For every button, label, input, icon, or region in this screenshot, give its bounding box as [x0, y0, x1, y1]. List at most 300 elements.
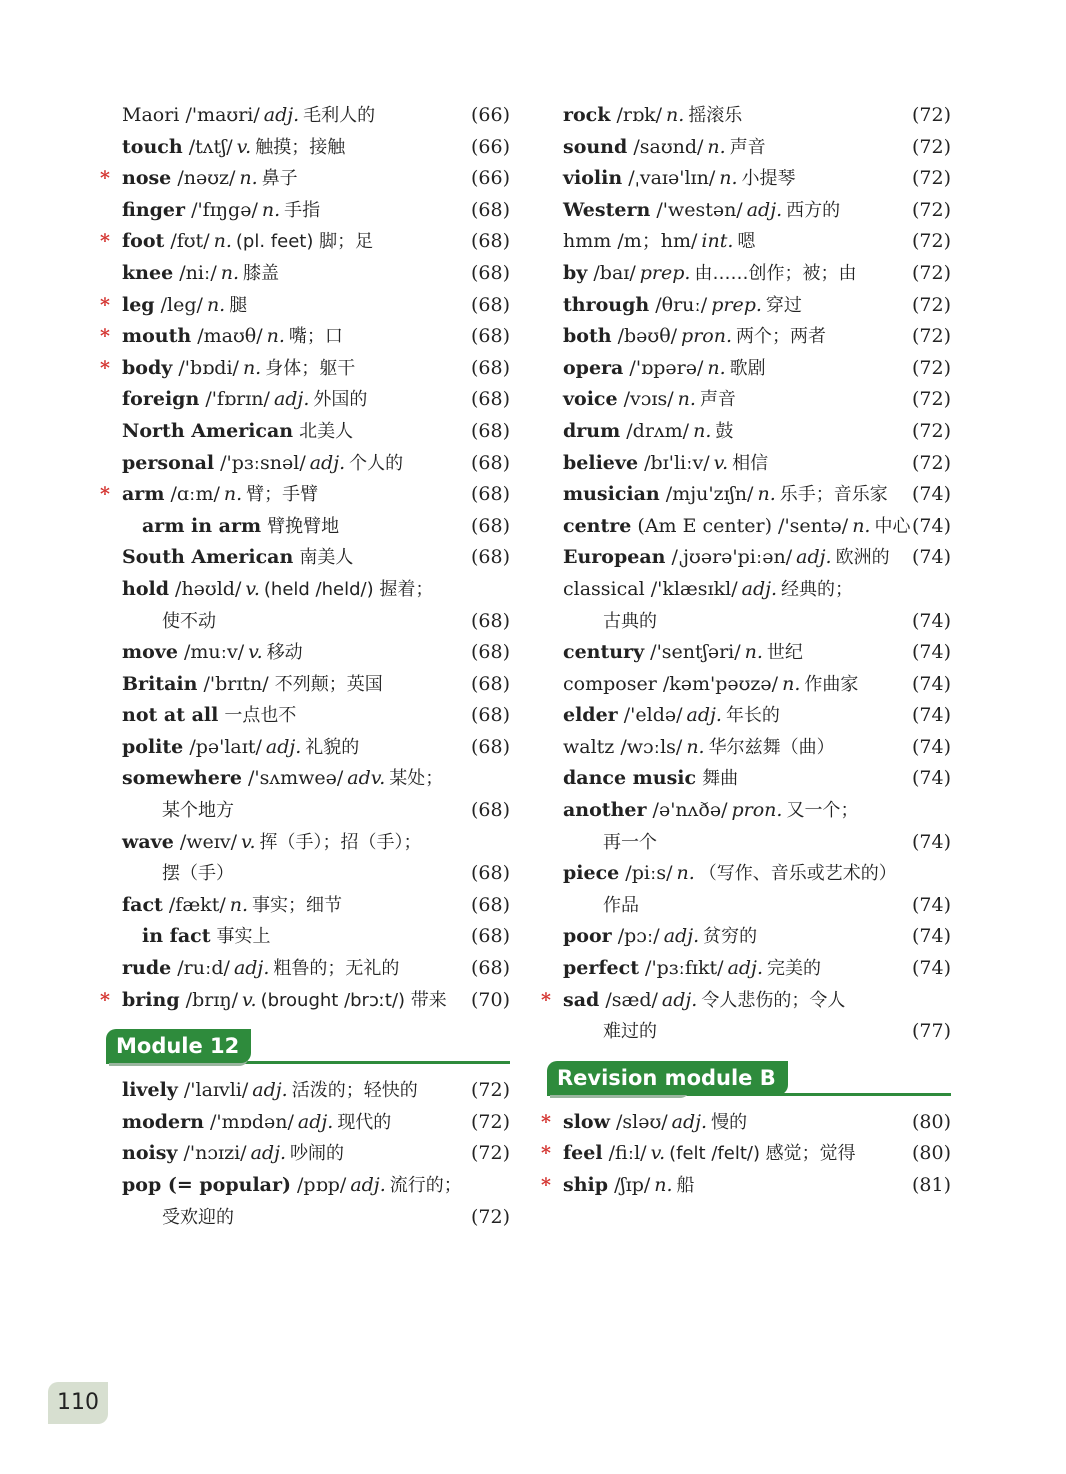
pronunciation: /'westən/ — [656, 198, 743, 221]
headword: leg — [122, 293, 155, 316]
part-of-speech: n. — [707, 356, 726, 379]
vocab-entry — [100, 1107, 510, 1139]
vocab-entry — [100, 827, 510, 859]
entry-text — [603, 606, 657, 638]
meaning: 臂挽臂地 — [267, 515, 340, 537]
vocab-entry — [100, 416, 510, 448]
entry-text — [563, 732, 835, 764]
headword: modern — [122, 1110, 204, 1133]
vocab-entry — [100, 542, 510, 574]
part-of-speech: int. — [701, 230, 734, 253]
pronunciation: /leg/ — [160, 293, 203, 316]
headword: poor — [563, 925, 612, 948]
part-of-speech: adj. — [727, 957, 763, 980]
entry-text — [142, 511, 339, 543]
entry-text — [122, 100, 375, 132]
entry-text — [563, 479, 888, 511]
vocab-entry — [100, 921, 510, 953]
part-of-speech: v. — [245, 577, 260, 600]
headword: classical — [563, 577, 645, 600]
page-ref: (74) — [911, 514, 951, 537]
headword: polite — [122, 735, 184, 758]
part-of-speech: n. — [223, 483, 243, 506]
part-of-speech: adj. — [273, 388, 310, 411]
page-ref: (72) — [911, 356, 951, 379]
vocab-entry — [541, 1170, 951, 1202]
vocab-entry — [541, 384, 951, 416]
entry-text — [122, 384, 367, 416]
meaning: (pl. feet) 脚；足 — [235, 231, 374, 253]
page-ref: (68) — [470, 419, 510, 442]
vocab-entry — [100, 795, 510, 827]
meaning: 事实；细节 — [252, 894, 343, 916]
vocab-entry — [100, 1170, 510, 1202]
entry-text — [122, 195, 320, 227]
vocab-entry — [100, 353, 510, 385]
meaning: 某处； — [389, 768, 444, 790]
vocab-entry — [541, 226, 951, 258]
part-of-speech: adj. — [671, 1110, 708, 1133]
page-ref: (68) — [470, 862, 510, 885]
page-ref: (68) — [470, 325, 510, 348]
entry-text — [563, 1170, 695, 1202]
headword: both — [563, 325, 612, 348]
headword: dance music — [563, 767, 697, 790]
headword: South American — [122, 546, 294, 569]
headword: another — [563, 799, 647, 822]
headword: feel — [563, 1142, 603, 1165]
vocab-entry — [541, 511, 951, 543]
page-ref: (81) — [911, 1174, 951, 1196]
pronunciation: /ˌjʊərə'piːən/ — [671, 546, 793, 569]
headword: through — [563, 293, 650, 316]
headword: finger — [122, 198, 186, 221]
page-ref: (74) — [911, 957, 951, 980]
vocab-entry — [541, 953, 951, 985]
headword: hold — [122, 577, 169, 600]
part-of-speech: v. — [248, 641, 263, 664]
part-of-speech: n. — [654, 1174, 673, 1196]
meaning: 外国的 — [313, 389, 368, 411]
entry-text — [563, 511, 910, 543]
entry-text — [563, 258, 856, 290]
pronunciation: /'eldə/ — [623, 704, 683, 727]
meaning: 歌剧 — [729, 357, 766, 379]
headword: arm in arm — [142, 514, 262, 537]
headword: fact — [122, 893, 163, 916]
meaning: 臂；手臂 — [246, 484, 319, 506]
part-of-speech: adj. — [661, 988, 698, 1011]
entry-text — [122, 132, 345, 164]
meaning: 小提琴 — [741, 168, 796, 190]
meaning: (felt /felt/) 感觉；觉得 — [669, 1143, 856, 1165]
pronunciation: /ʃɪp/ — [614, 1174, 651, 1196]
part-of-speech: n. — [744, 641, 763, 664]
vocab-entry — [100, 1138, 510, 1170]
pronunciation: /vɔɪs/ — [623, 388, 674, 411]
entry-text — [563, 163, 796, 195]
meaning: 流行的； — [389, 1175, 462, 1196]
page-ref: (74) — [911, 830, 951, 853]
part-of-speech: n. — [242, 356, 262, 379]
meaning: 年长的 — [725, 705, 780, 727]
pronunciation: /ˌvaɪə'lɪn/ — [628, 167, 716, 190]
meaning: 礼貌的 — [305, 736, 360, 758]
meaning: 个人的 — [349, 452, 404, 474]
vocab-entry — [100, 606, 510, 638]
page-ref: (70) — [470, 988, 510, 1011]
headword: musician — [563, 483, 660, 506]
meaning: 身体；躯干 — [265, 357, 356, 379]
meaning: 穿过 — [765, 294, 802, 316]
vocab-entry — [541, 258, 951, 290]
pronunciation: /pɔː/ — [617, 925, 660, 948]
part-of-speech: adj. — [252, 1079, 288, 1102]
vocab-entry — [100, 858, 510, 890]
page-ref: (72) — [911, 293, 951, 316]
meaning: 一点也不 — [224, 705, 297, 727]
headword: hmm — [563, 230, 612, 253]
section-title: Revision module B — [547, 1061, 788, 1095]
headword: century — [563, 641, 645, 664]
page-ref: (74) — [911, 609, 951, 632]
part-of-speech: adj. — [297, 1110, 334, 1133]
page-ref: (66) — [470, 167, 510, 190]
meaning: 又一个； — [786, 800, 859, 822]
headword: move — [122, 641, 178, 664]
vocab-entry — [100, 985, 510, 1017]
pronunciation: /'klæsɪkl/ — [650, 577, 738, 600]
page-ref: (72) — [911, 230, 951, 253]
pronunciation: /brɪŋ/ — [185, 988, 239, 1011]
pronunciation: /'sʌmweə/ — [247, 767, 344, 790]
meaning: 受欢迎的 — [162, 1206, 234, 1228]
headword: nose — [122, 167, 172, 190]
vocab-entry — [100, 290, 510, 322]
part-of-speech: v. — [650, 1142, 666, 1165]
vocab-entry — [541, 669, 951, 701]
entry-text — [563, 985, 845, 1017]
vocab-entry — [541, 353, 951, 385]
entry-text — [122, 763, 443, 795]
meaning: (held /held/) 握着； — [263, 578, 434, 600]
part-of-speech: n. — [676, 862, 695, 885]
entry-text — [563, 700, 780, 732]
page-ref: (68) — [470, 672, 510, 695]
page-ref: (68) — [470, 641, 510, 664]
part-of-speech: adj. — [686, 704, 722, 727]
entry-text — [563, 321, 826, 353]
page-ref: (72) — [470, 1079, 510, 1102]
meaning: 手指 — [284, 199, 321, 221]
vocab-entry — [100, 890, 510, 922]
pronunciation: /nəʊz/ — [177, 167, 236, 190]
part-of-speech: n. — [213, 230, 232, 253]
entry-text — [122, 416, 353, 448]
meaning: 摆（手） — [162, 863, 234, 885]
entry-text — [563, 448, 768, 480]
entry-text — [563, 226, 755, 258]
page-ref: (68) — [470, 514, 510, 537]
page-ref: (68) — [470, 546, 510, 569]
entry-text — [563, 416, 733, 448]
entry-text — [122, 258, 279, 290]
meaning: 摇滚乐 — [688, 105, 743, 126]
vocab-entry — [541, 858, 951, 890]
meaning: （写作、音乐或艺术的） — [698, 863, 897, 885]
page-ref: (74) — [911, 925, 951, 948]
page-ref: (74) — [911, 546, 951, 569]
headword: rude — [122, 957, 172, 980]
pronunciation: /'mɒdən/ — [210, 1110, 294, 1133]
entry-text — [122, 827, 422, 859]
vocab-entry — [541, 827, 951, 859]
headword: knee — [122, 261, 174, 284]
section-header — [100, 1027, 510, 1067]
meaning: 鼓 — [715, 420, 734, 442]
entry-text — [122, 637, 303, 669]
vocab-entry — [541, 448, 951, 480]
vocab-entry — [541, 163, 951, 195]
entry-text — [563, 574, 853, 606]
meaning: 作曲家 — [804, 673, 859, 695]
entry-text — [162, 1202, 234, 1234]
page-ref: (74) — [911, 735, 951, 758]
part-of-speech: n. — [707, 135, 726, 158]
page-ref: (68) — [470, 261, 510, 284]
key-word-star-icon: * — [100, 167, 110, 190]
page-ref: (74) — [911, 893, 951, 916]
part-of-speech: adj. — [350, 1174, 386, 1196]
entry-text — [122, 985, 447, 1017]
entry-text — [563, 953, 821, 985]
vocab-entry — [541, 1138, 951, 1170]
entry-text — [122, 353, 355, 385]
entry-text — [563, 353, 766, 385]
entry-text — [122, 1107, 391, 1139]
meaning: 舞曲 — [702, 768, 739, 790]
pronunciation: /ə'nʌðə/ — [652, 799, 728, 822]
part-of-speech: n. — [220, 261, 240, 284]
meaning: 某个地方 — [162, 800, 234, 822]
page-ref: (72) — [470, 1110, 510, 1133]
page-ref: (72) — [911, 325, 951, 348]
part-of-speech: n. — [261, 198, 281, 221]
entry-text — [162, 858, 234, 890]
part-of-speech: pron. — [731, 799, 783, 822]
key-word-star-icon: * — [541, 1174, 551, 1196]
pronunciation: /kəm'pəʊzə/ — [662, 672, 779, 695]
meaning: 由……创作；被；由 — [694, 262, 857, 284]
part-of-speech: v. — [713, 451, 729, 474]
entry-text — [563, 1138, 856, 1170]
pronunciation: /maʊθ/ — [197, 325, 263, 348]
pronunciation: /'ɒpərə/ — [629, 356, 704, 379]
page-number: 110 — [48, 1382, 108, 1424]
key-word-star-icon: * — [100, 230, 110, 253]
pronunciation: /sləʊ/ — [616, 1110, 668, 1133]
headword: sound — [563, 135, 628, 158]
part-of-speech: n. — [206, 293, 226, 316]
page-ref: (74) — [911, 704, 951, 727]
part-of-speech: adj. — [263, 104, 300, 126]
meaning: 腿 — [229, 294, 248, 316]
vocab-entry — [541, 195, 951, 227]
meaning: 粗鲁的；无礼的 — [273, 958, 400, 980]
meaning: 难过的 — [603, 1021, 657, 1043]
headword: perfect — [563, 957, 639, 980]
part-of-speech: n. — [266, 325, 285, 348]
page-ref: (72) — [911, 451, 951, 474]
vocab-entry — [541, 637, 951, 669]
page-ref: (68) — [470, 799, 510, 822]
pronunciation: /'maʊri/ — [185, 104, 260, 126]
entry-text — [603, 827, 657, 859]
meaning: 相信 — [732, 452, 769, 474]
part-of-speech: adj. — [741, 577, 778, 600]
pronunciation: /sæd/ — [605, 988, 658, 1011]
part-of-speech: n. — [677, 388, 696, 411]
vocab-entry — [541, 606, 951, 638]
headword: personal — [122, 451, 215, 474]
vocab-entry — [541, 100, 951, 132]
meaning: 华尔兹舞（曲） — [708, 736, 835, 758]
page-ref: (68) — [470, 198, 510, 221]
headword: touch — [122, 135, 183, 158]
page-ref: (68) — [470, 609, 510, 632]
pronunciation: /tʌtʃ/ — [188, 135, 233, 158]
pronunciation: /fækt/ — [168, 893, 226, 916]
pronunciation: /bɪ'liːv/ — [644, 451, 710, 474]
headword: body — [122, 356, 173, 379]
meaning: 古典的 — [603, 610, 657, 632]
vocab-entry — [541, 416, 951, 448]
page-ref: (68) — [470, 483, 510, 506]
meaning: 吵闹的 — [290, 1143, 344, 1165]
entry-text — [122, 574, 433, 606]
headword: noisy — [122, 1142, 178, 1165]
pronunciation: /'fɪŋgə/ — [191, 198, 258, 221]
key-word-star-icon: * — [541, 1110, 551, 1133]
headword: ship — [563, 1174, 609, 1196]
vocab-entry — [100, 321, 510, 353]
headword: slow — [563, 1110, 610, 1133]
page-ref: (72) — [470, 1142, 510, 1165]
pronunciation: /baɪ/ — [593, 261, 636, 284]
key-word-star-icon: * — [100, 988, 110, 1011]
vocab-entry — [541, 985, 951, 1017]
headword: mouth — [122, 325, 192, 348]
vocab-entry — [541, 890, 951, 922]
meaning: 北美人 — [299, 420, 354, 442]
vocab-entry — [100, 1075, 510, 1107]
section-title: Module 12 — [106, 1029, 251, 1063]
headword: arm — [122, 483, 165, 506]
pronunciation: /bəʊθ/ — [617, 325, 678, 348]
meaning: 欧洲的 — [835, 547, 890, 569]
meaning: 鼻子 — [261, 168, 298, 190]
entry-text — [142, 921, 271, 953]
pronunciation: /'fɒrɪn/ — [205, 388, 270, 411]
meaning: 不列颠；英国 — [274, 673, 383, 695]
entry-text — [563, 858, 897, 890]
headword: pop (= popular) — [122, 1174, 291, 1196]
part-of-speech: n. — [239, 167, 258, 190]
vocab-entry — [541, 921, 951, 953]
pronunciation: /ruːd/ — [177, 957, 230, 980]
pronunciation: /'pɜːfɪkt/ — [645, 957, 724, 980]
page-ref: (74) — [911, 483, 951, 506]
part-of-speech: pron. — [681, 325, 733, 348]
entry-text — [122, 479, 318, 511]
vocab-entry — [100, 163, 510, 195]
vocab-entry — [541, 1016, 951, 1048]
vocab-entry — [100, 384, 510, 416]
part-of-speech: adj. — [233, 957, 270, 980]
pronunciation: /m；hm/ — [617, 230, 698, 253]
meaning: 贫穷的 — [703, 926, 758, 948]
headword: bring — [122, 988, 180, 1011]
meaning: 嘴；口 — [288, 326, 343, 348]
page-ref: (68) — [470, 356, 510, 379]
page-ref: (66) — [470, 104, 510, 126]
page-ref: (68) — [470, 704, 510, 727]
page-ref: (72) — [470, 1205, 510, 1228]
vocab-entry — [541, 1107, 951, 1139]
headword: somewhere — [122, 767, 242, 790]
pronunciation: /'pɜːsnəl/ — [220, 451, 306, 474]
part-of-speech: adj. — [796, 546, 832, 569]
meaning: 世纪 — [766, 642, 803, 664]
vocab-entry — [541, 795, 951, 827]
entry-text — [122, 290, 247, 322]
pronunciation: /'sentʃəri/ — [650, 641, 741, 664]
meaning: 使不动 — [162, 610, 216, 632]
page-ref: (72) — [911, 135, 951, 158]
entry-text — [563, 132, 766, 164]
entry-text — [122, 890, 342, 922]
page-ref: (72) — [911, 388, 951, 411]
meaning: 触摸；接触 — [255, 136, 346, 158]
meaning: (brought /brɔːt/) 带来 — [260, 989, 447, 1011]
entry-text — [122, 669, 383, 701]
part-of-speech: adj. — [309, 451, 346, 474]
part-of-speech: n. — [782, 672, 801, 695]
headword: lively — [122, 1079, 178, 1102]
key-word-star-icon: * — [541, 1142, 551, 1165]
part-of-speech: prep. — [639, 261, 691, 284]
meaning: 毛利人的 — [303, 105, 376, 126]
vocab-entry — [100, 669, 510, 701]
entry-text — [563, 290, 802, 322]
part-of-speech: prep. — [711, 293, 762, 316]
meaning: 挥（手）；招（手）； — [259, 831, 422, 853]
pronunciation: /mju'zɪʃn/ — [665, 483, 754, 506]
pronunciation: /'bɒdi/ — [178, 356, 239, 379]
entry-text — [563, 669, 858, 701]
pronunciation: /muːv/ — [183, 641, 245, 664]
vocab-entry — [541, 574, 951, 606]
headword: North American — [122, 419, 294, 442]
vocab-entry — [100, 226, 510, 258]
headword: drum — [563, 419, 621, 442]
pronunciation: /niː/ — [179, 261, 217, 284]
entry-text — [563, 637, 803, 669]
entry-text — [563, 921, 757, 953]
pronunciation: /weɪv/ — [179, 830, 237, 853]
pronunciation: /'brɪtn/ — [203, 672, 269, 695]
pronunciation: /piːs/ — [625, 862, 673, 885]
